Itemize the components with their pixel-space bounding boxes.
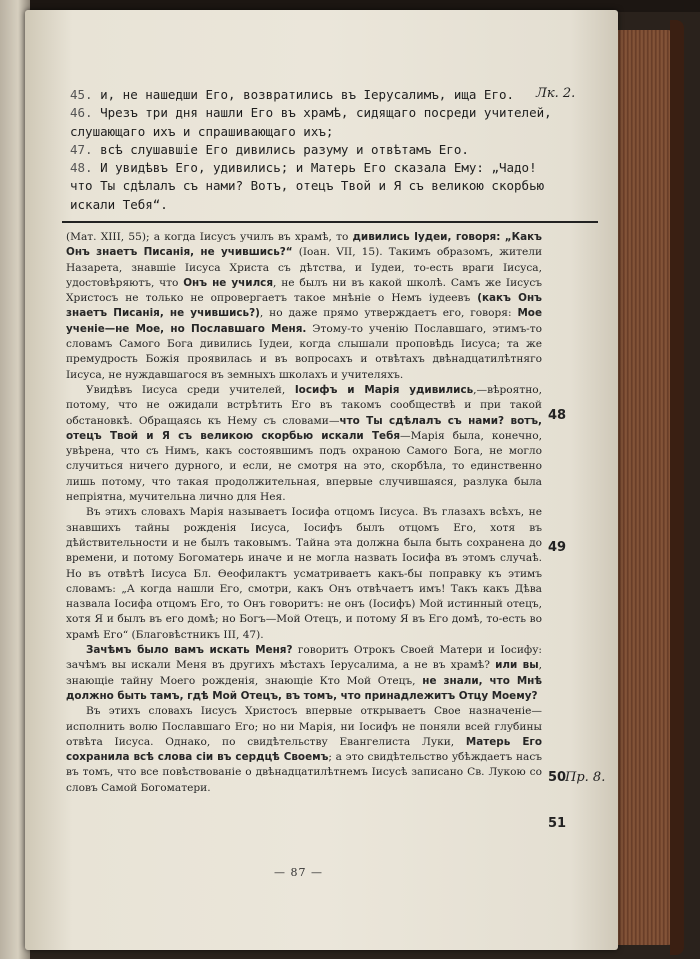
paragraph-1: (Мат. XIII, 55); а когда Іисусъ училъ въ храмѣ, то дивились Іудеи, говоря: „Какъ Онъ знаетъ Писанія, не учившись?“ (Іоан. VII, 15). Такимъ образомъ, жители Назарета, знавшіе Іисуса Христа съ дѣтства, и Іудеи, то-есть враги Іисуса, удостовѣряютъ, что Онъ не учился, не былъ ни въ какой школѣ. Самъ же Іисусъ Христосъ не только не опровергаетъ такое мнѣніе о Немъ іудеевъ (какъ Онъ знаетъ Писанія, не учившись?), но даже прямо утверждаетъ его, говоря: Мое ученіе—не Мое, но Пославшаго Меня. Этому-то ученію Пославшаго, этимъ-то словамъ Самого Бога дивились Іудеи, когда слышали проповѣдь Іисуса; та же премудрость Божія проявилась и въ вопросахъ и отвѣтахъ двѣнадцатилѣтняго Іисуса, не нуждавшагося въ земныхъ школахъ и учителяхъ. [66,231,543,381]
verse-number: 45. [70,87,93,102]
verse-47 [70,141,560,159]
verse-block [70,86,560,214]
book-page-edges [612,30,674,945]
page-number: — 87 — [274,866,323,879]
paragraph-3: Въ этихъ словахъ Марія называетъ Іосифа отцомъ Іисуса. Въ глазахъ всѣхъ, не знавшихъ тайны рожденія Іисуса, Іосифъ былъ отцомъ Его, хотя въ дѣйствительности и не былъ таковымъ. Тайна эта должна была быть сохранена до времени, и потому Богоматерь иначе и не могла назвать Іосифа въ этомъ случаѣ. Но въ отвѣтѣ Іисуса Бл. Өеофилактъ усматриваетъ какъ-бы поправку къ этимъ словамъ: „А когда нашли Его, смотри, какъ Онъ отвѣчаетъ имъ! Такъ какъ Дѣва назвала Іосифа отцомъ Его, то Онъ говоритъ: не онъ (Іосифъ) Мой истинный отецъ, хотя Я и былъ въ его домѣ; но Богъ—Мой Отецъ, и потому Я въ Его домѣ, то-есть во храмѣ Его“ (Благовѣстникъ III, 47). [66,506,542,641]
verse-45 [70,86,560,104]
verse-number: 46. [70,105,93,121]
commentary-text [66,230,542,796]
verse-number: 48. [70,160,93,176]
verse-text: всѣ слушавшіе Его дивились разуму и отвѣтамъ Его. [100,141,469,157]
margin-verse-48: 48 [548,408,567,423]
paragraph-4: Зачѣмъ было вамъ искать Меня? говоритъ Отрокъ Своей Матери и Іосифу: зачѣмъ вы искали Меня въ другихъ мѣстахъ Іерусалима, а не въ храмѣ? или вы, знающіе тайну Моего рожденія, знающіе Кто Мой Отецъ, не знали, что Мнѣ должно быть тамъ, гдѣ Мой Отецъ, въ томъ, что принадлежитъ Отцу Моему? [66,644,542,702]
book-cover [670,20,684,955]
margin-verse-51: 51 [548,816,567,831]
margin-reference-luke: Лк. 2. [536,86,576,101]
verse-48 [70,159,560,214]
verse-46 [70,104,560,141]
verse-text: Чрезъ три дня нашли Его въ храмѣ, сидящаго посреди учителей, слушающаго ихъ и спрашивающаго ихъ; [70,105,552,139]
section-divider [62,221,598,223]
verse-text: и, не нашедши Его, возвратились въ Іерусалимъ, ища Его. [100,87,515,102]
margin-verse-49: 49 [548,540,567,555]
paragraph-2: Увидѣвъ Іисуса среди учителей, Іосифъ и Марія удивились,—вѣроятно, потому, что не ожидали встрѣтить Его въ такомъ сообществѣ и при такой обстановкѣ. Обращаясь къ Нему съ словами—что Ты сдѣлалъ съ нами? вотъ, отецъ Твой и Я съ великою скорбью искали Тебя—Марія была, конечно, увѣрена, что съ Нимъ, какъ состоявшимъ подъ охраною Самого Бога, не могло случиться ничего дурного, и если, не смотря на это, скорбѣла, то единственно лишь потому, что такая продолжительная, впервые случившаяся, разлука была непріятна, мучительна лично для Нея. [66,383,542,504]
paragraph-5: Въ этихъ словахъ Іисусъ Христосъ впервые открываетъ Свое назначеніе—исполнить волю Пославшаго Его; но ни Марія, ни Іосифъ не поняли всей глубины отвѣта Іисуса. Однако, по свидѣтельству Евангелиста Луки, Матерь Его сохранила всѣ слова сіи въ сердцѣ Своемъ; а это свидѣтельство убѣждаетъ насъ въ томъ, что все повѣствованіе о двѣнадцатилѣтнемъ Іисусѣ записано Св. Лукою со словъ Самой Богоматери. [66,705,542,794]
margin-verse-50: 50 [548,770,567,785]
verse-text: И увидѣвъ Его, удивились; и Матерь Его сказала Ему: „Чадо! что Ты сдѣлалъ съ нами? Вотъ, отецъ Твой и Я съ великою скорбью искали Тебя“. [70,160,545,212]
verse-number: 47. [70,141,93,157]
margin-reference-pr: Пр. 8. [565,770,606,785]
